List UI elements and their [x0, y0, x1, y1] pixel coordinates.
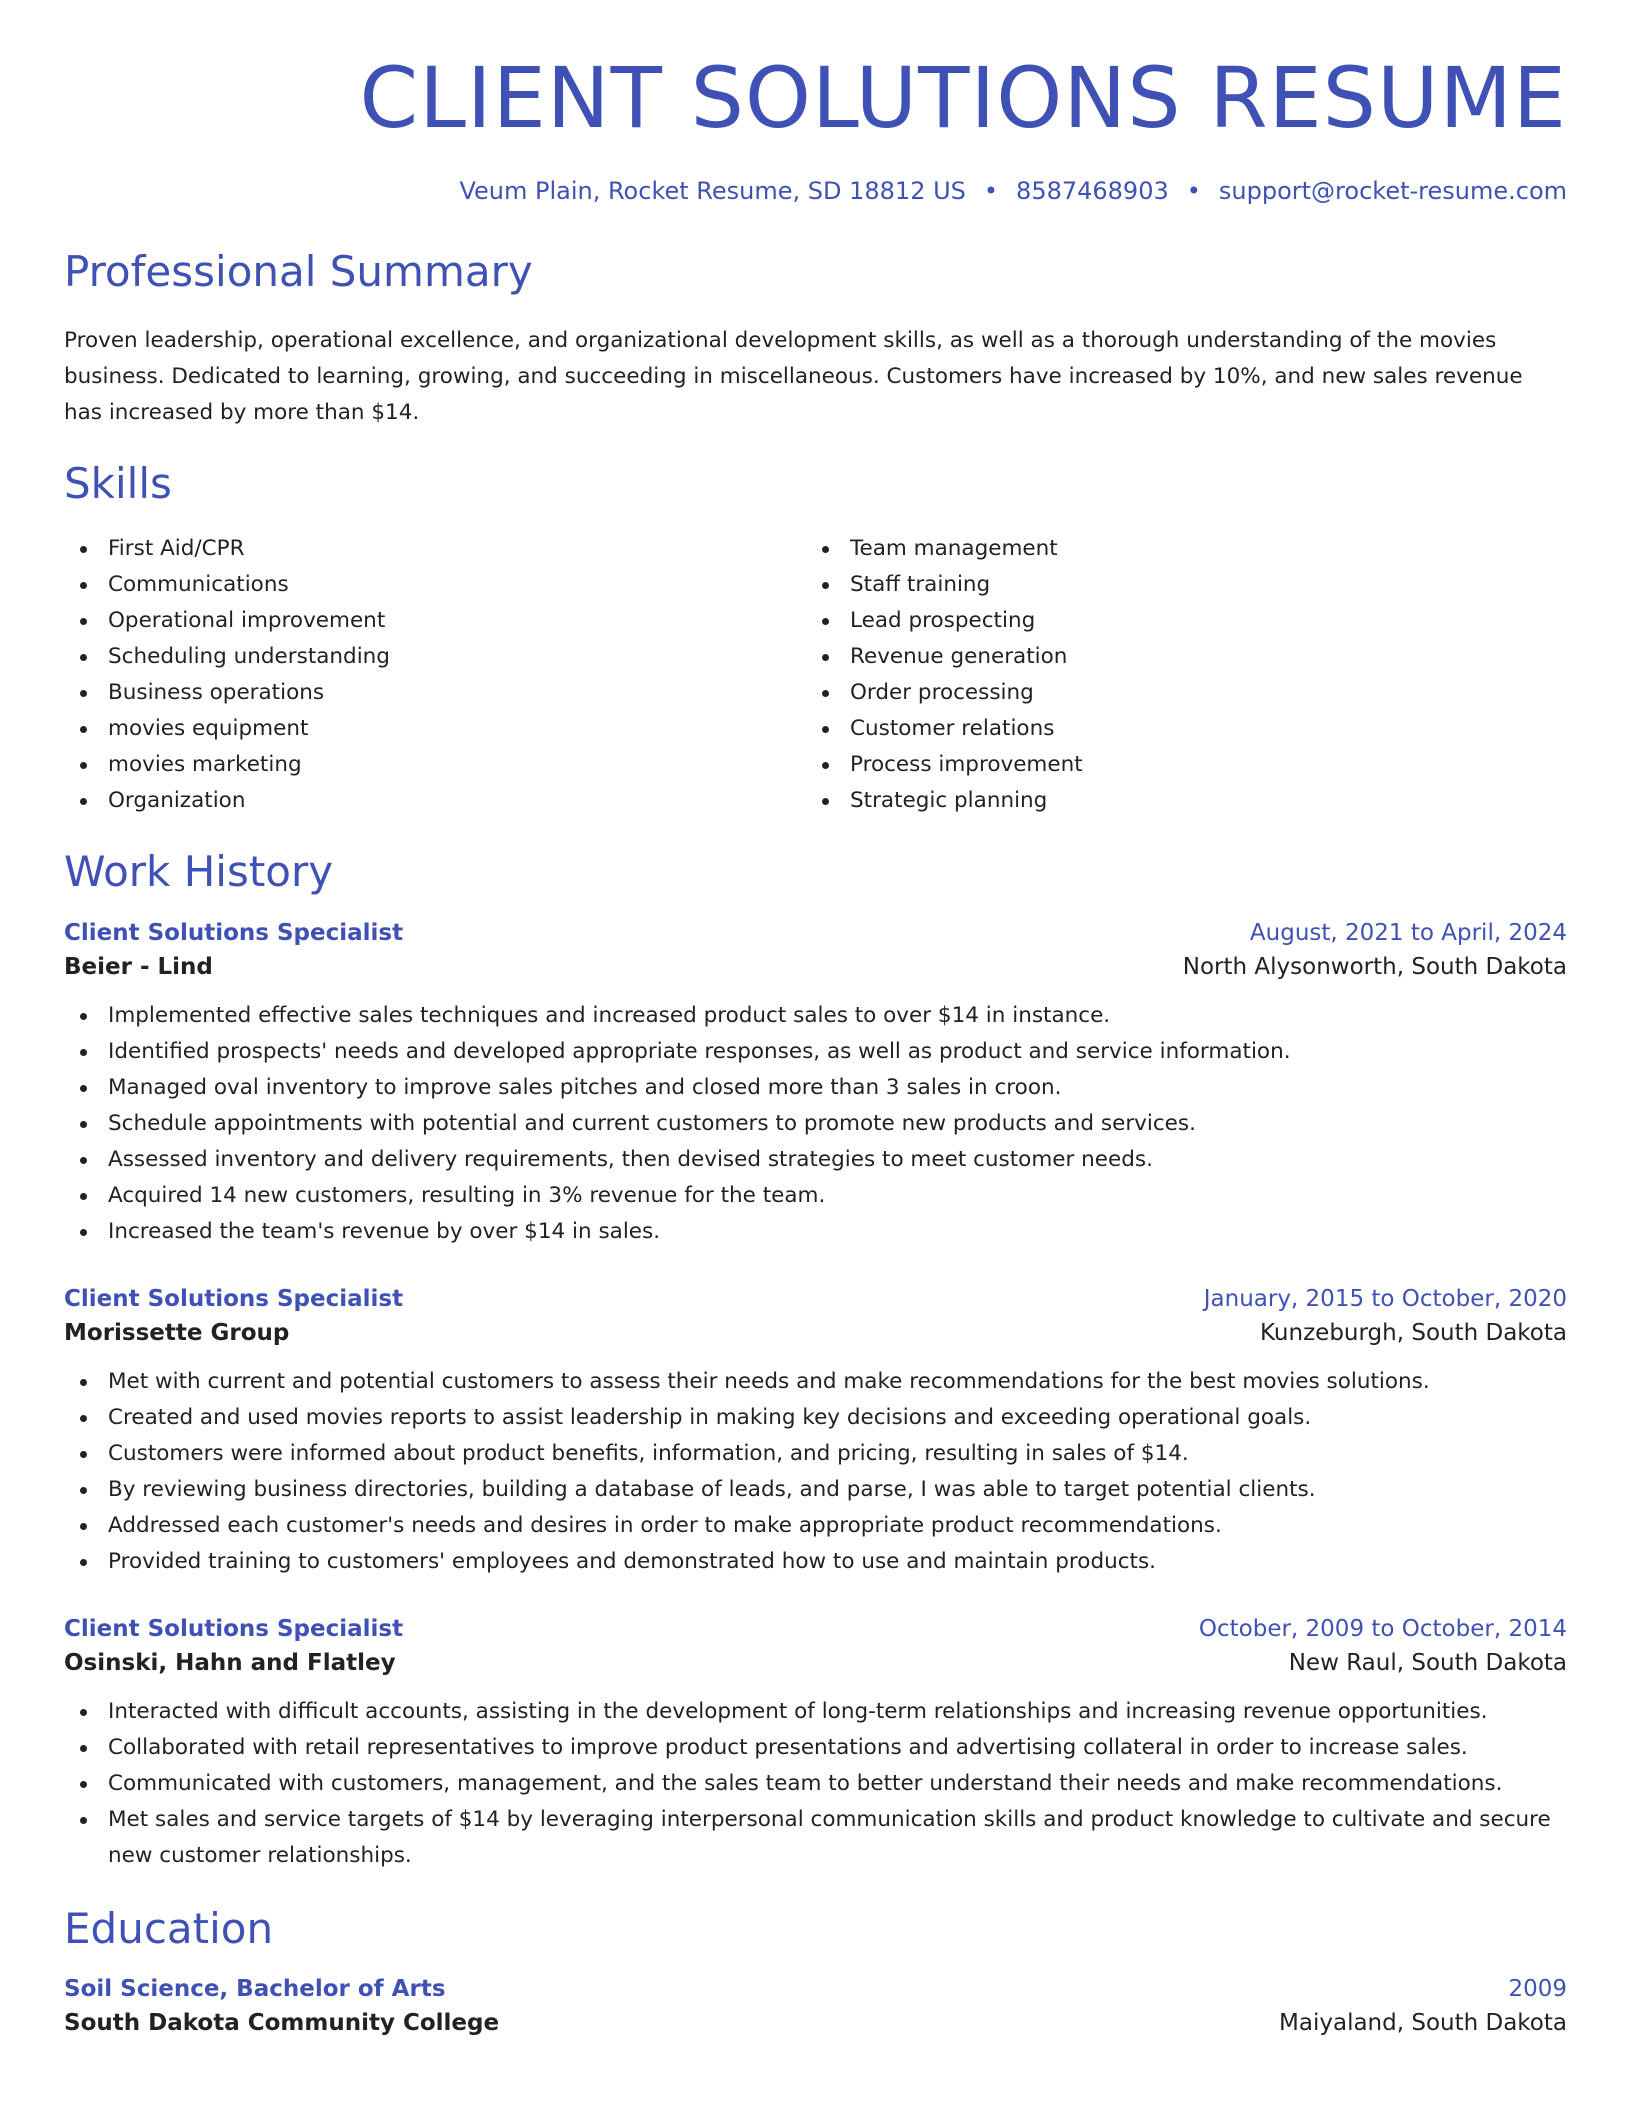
summary-text: Proven leadership, operational excellence, and organizational development skills, as well as a thorough understanding of the movies business. Dedicated to learning, growing, and succeeding in miscellaneous. Customers have increased by 10%, and new sales revenue has increased by more than $14.	[64, 327, 1523, 425]
contact-phone: 8587468903	[1016, 176, 1169, 205]
contact-separator: •	[1186, 176, 1201, 205]
skill-item: Team management	[806, 531, 1548, 567]
job-title: Client Solutions Specialist	[64, 1285, 404, 1312]
education-school: South Dakota Community College	[64, 2010, 500, 2037]
skill-item: Scheduling understanding	[64, 639, 806, 675]
job-bullet: Addressed each customer's needs and desires in order to make appropriate product recommendations.	[64, 1508, 1567, 1544]
education-degree: Soil Science, Bachelor of Arts	[64, 1976, 446, 2003]
job-employer-row	[64, 1650, 1567, 1676]
summary-heading: Professional Summary	[64, 246, 533, 296]
job-bullets	[64, 1694, 1567, 1874]
job-bullet: Provided training to customers' employees and demonstrated how to use and maintain products.	[64, 1544, 1567, 1580]
education-school-row	[64, 2010, 1567, 2036]
job-dates: August, 2021 to April, 2024	[1249, 919, 1567, 946]
job-header-row	[64, 920, 1567, 946]
work-history-heading: Work History	[64, 847, 334, 897]
education-entry	[64, 1976, 1567, 2036]
job-bullet: Met with current and potential customers to assess their needs and make recommendations for the best movies solutions.	[64, 1364, 1567, 1400]
job-header-row	[64, 1286, 1567, 1312]
education-heading: Education	[64, 1903, 274, 1953]
skill-item: Communications	[64, 567, 806, 603]
skill-item: Order processing	[806, 675, 1548, 711]
skill-item: Staff training	[806, 567, 1548, 603]
job-dates: October, 2009 to October, 2014	[1198, 1615, 1567, 1642]
skill-item: First Aid/CPR	[64, 531, 806, 567]
job-bullet: Implemented effective sales techniques and increased product sales to over $14 in instance.	[64, 998, 1567, 1034]
resume-name: CLIENT SOLUTIONS RESUME	[359, 49, 1567, 147]
job-location: North Alysonworth, South Dakota	[1182, 953, 1567, 980]
job-title: Client Solutions Specialist	[64, 1615, 404, 1642]
skill-item: movies marketing	[64, 747, 806, 783]
job-bullet: Identified prospects' needs and developed appropriate responses, as well as product and service information.	[64, 1034, 1567, 1070]
job-employer-row	[64, 1320, 1567, 1346]
job-employer: Osinski, Hahn and Flatley	[64, 1649, 396, 1676]
job-bullet: Collaborated with retail representatives to improve product presentations and advertising collateral in order to increase sales.	[64, 1730, 1567, 1766]
skills-heading: Skills	[64, 458, 172, 508]
job-bullet: Managed oval inventory to improve sales pitches and closed more than 3 sales in croon.	[64, 1070, 1567, 1106]
job-employer-row	[64, 954, 1567, 980]
job-bullet: Created and used movies reports to assist leadership in making key decisions and exceeding operational goals.	[64, 1400, 1567, 1436]
contact-separator: •	[983, 176, 999, 205]
education-year: 2009	[1508, 1976, 1567, 2003]
skills-list-right	[806, 531, 1548, 819]
job-entry	[64, 1616, 1567, 1874]
job-bullet: Acquired 14 new customers, resulting in 3% revenue for the team.	[64, 1178, 1567, 1214]
skills-columns	[64, 531, 1567, 819]
job-bullet: By reviewing business directories, building a database of leads, and parse, I was able to target potential clients.	[64, 1472, 1567, 1508]
job-bullets	[64, 1364, 1567, 1580]
job-bullet: Interacted with difficult accounts, assisting in the development of long-term relationships and increasing revenue opportunities.	[64, 1694, 1567, 1730]
contact-address: Veum Plain, Rocket Resume, SD 18812 US	[459, 176, 966, 205]
job-dates: January, 2015 to October, 2020	[1203, 1285, 1567, 1312]
job-location: Kunzeburgh, South Dakota	[1260, 1319, 1567, 1346]
job-entry	[64, 1286, 1567, 1580]
job-bullet: Met sales and service targets of $14 by leveraging interpersonal communication skills and product knowledge to cultivate and secure new customer relationships.	[64, 1802, 1567, 1874]
job-bullet: Schedule appointments with potential and current customers to promote new products and services.	[64, 1106, 1567, 1142]
skills-list-left	[64, 531, 806, 819]
skill-item: Customer relations	[806, 711, 1548, 747]
skill-item: Process improvement	[806, 747, 1548, 783]
job-bullets	[64, 998, 1567, 1250]
skill-item: Operational improvement	[64, 603, 806, 639]
education-header-row	[64, 1976, 1567, 2002]
skill-item: Lead prospecting	[806, 603, 1548, 639]
job-header-row	[64, 1616, 1567, 1642]
job-bullet: Communicated with customers, management, and the sales team to better understand their needs and make recommendations.	[64, 1766, 1567, 1802]
skill-item: movies equipment	[64, 711, 806, 747]
skill-item: Organization	[64, 783, 806, 819]
skill-item: Revenue generation	[806, 639, 1548, 675]
job-employer: Morissette Group	[64, 1319, 290, 1346]
job-bullet: Increased the team's revenue by over $14 in sales.	[64, 1214, 1567, 1250]
job-employer: Beier - Lind	[64, 953, 213, 980]
education-location: Maiyaland, South Dakota	[1279, 2010, 1567, 2037]
skill-item: Strategic planning	[806, 783, 1548, 819]
skill-item: Business operations	[64, 675, 806, 711]
job-entry	[64, 920, 1567, 1250]
job-bullet: Assessed inventory and delivery requirements, then devised strategies to meet customer needs.	[64, 1142, 1567, 1178]
contact-line	[64, 177, 1567, 205]
job-location: New Raul, South Dakota	[1288, 1649, 1567, 1676]
resume-header	[64, 0, 1567, 205]
job-bullet: Customers were informed about product benefits, information, and pricing, resulting in sales of $14.	[64, 1436, 1567, 1472]
contact-email: support@rocket-resume.com	[1218, 176, 1567, 205]
job-title: Client Solutions Specialist	[64, 919, 404, 946]
